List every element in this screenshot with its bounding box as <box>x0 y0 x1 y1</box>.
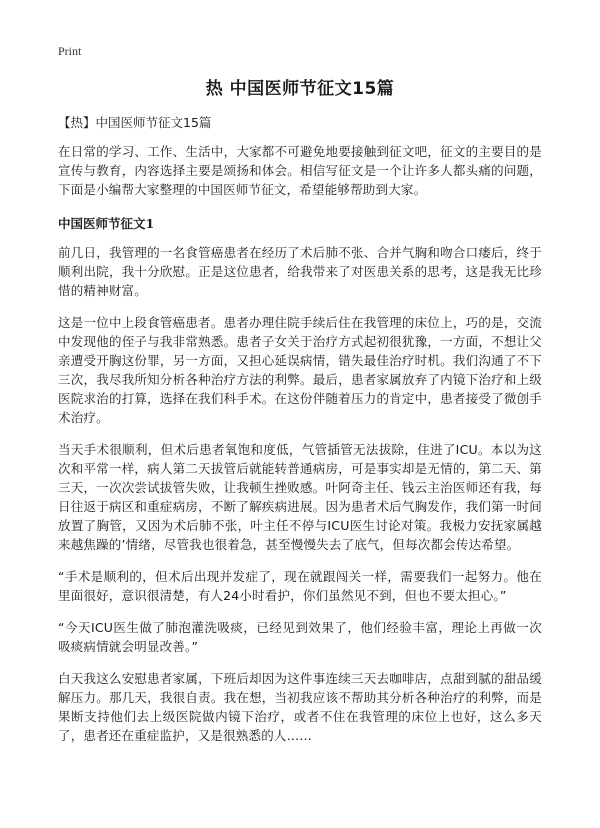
article-body <box>58 243 542 745</box>
body-paragraph-6: 白天我这么安慰患者家属，下班后却因为这件事连续三天去咖啡店，点甜到腻的甜品缓解压力。那几天，我很自责。我在想，当初我应该不帮助其分析各种治疗的利弊，而是果断支持他们去上级医院做内镜下治疗，或者不住在我管理的床位上也好，这么多天了，患者还在重症监护，又是很熟悉的人…… <box>58 671 542 743</box>
body-paragraph-3: 当天手术很顺利，但术后患者氧饱和度低，气管插管无法拔除，住进了ICU。本以为这次和平常一样，病人第二天拔管后就能转普通病房，可是事实却是无情的，第二天、第三天，一次次尝试拔管失败，让我顿生挫败感。叶阿奇主任、钱云主治医师还有我，每日往返于病区和重症病房，不断了解疾病进展。因为患者术后气胸发作，我们第一时间放置了胸管，又因为术后肺不张，叶主任不停与ICU医生讨论对策。我极力安抚家属越来越焦躁的’情绪，尽管我也很着急，甚至慢慢失去了底气，但每次都会传达希望。 <box>58 442 542 552</box>
body-paragraph-2: 这是一位中上段食管癌患者。患者办理住院手续后住在我管理的床位上，巧的是，交流中发现他的侄子与我非常熟悉。患者子女关于治疗方式起初很犹豫，一方面，不想让父亲遭受开胸这份罪，另一方面，又担心延误病情，错失最佳治疗时机。我们沟通了不下三次，我尽我所知分析各种治疗方法的利弊。最后，患者家属放弃了内镜下治疗和上级医院求治的打算，选择在我们科手术。在这份伴随着压力的肯定中，患者接受了微创手术治疗。 <box>58 315 542 425</box>
intro-paragraph: 在日常的学习、工作、生活中，大家都不可避免地要接触到征文吧，征文的主要目的是宣传与教育，内容选择主要是颂扬和体会。相信写征文是一个让许多人都头痛的问题，下面是小编帮大家整理的中国医师节征文，希望能够帮助到大家。 <box>58 144 542 197</box>
body-paragraph-4: “手术是顺利的，但术后出现并发症了，现在就跟闯关一样，需要我们一起努力。他在里面很好，意识很清楚，有人24小时看护，你们虽然见不到，但也不要太担心。” <box>58 569 542 603</box>
print-link[interactable]: Print <box>58 44 82 58</box>
section-heading: 中国医师节征文1 <box>58 216 155 231</box>
body-paragraph-1: 前几日，我管理的一名食管癌患者在经历了术后肺不张、合并气胸和吻合口瘘后，终于顺利出院，我十分欣慰。正是这位患者，给我带来了对医患关系的思考，这是我无比珍惜的精神财富。 <box>58 245 542 298</box>
body-paragraph-5: “今天ICU医生做了肺泡灌洗吸痰，已经见到效果了，他们经验丰富，理论上再做一次吸痰病情就会明显改善。” <box>58 620 542 654</box>
article-subtitle: 【热】中国医师节征文15篇 <box>58 115 212 130</box>
page-title: 热 中国医师节征文15篇 <box>205 79 395 99</box>
